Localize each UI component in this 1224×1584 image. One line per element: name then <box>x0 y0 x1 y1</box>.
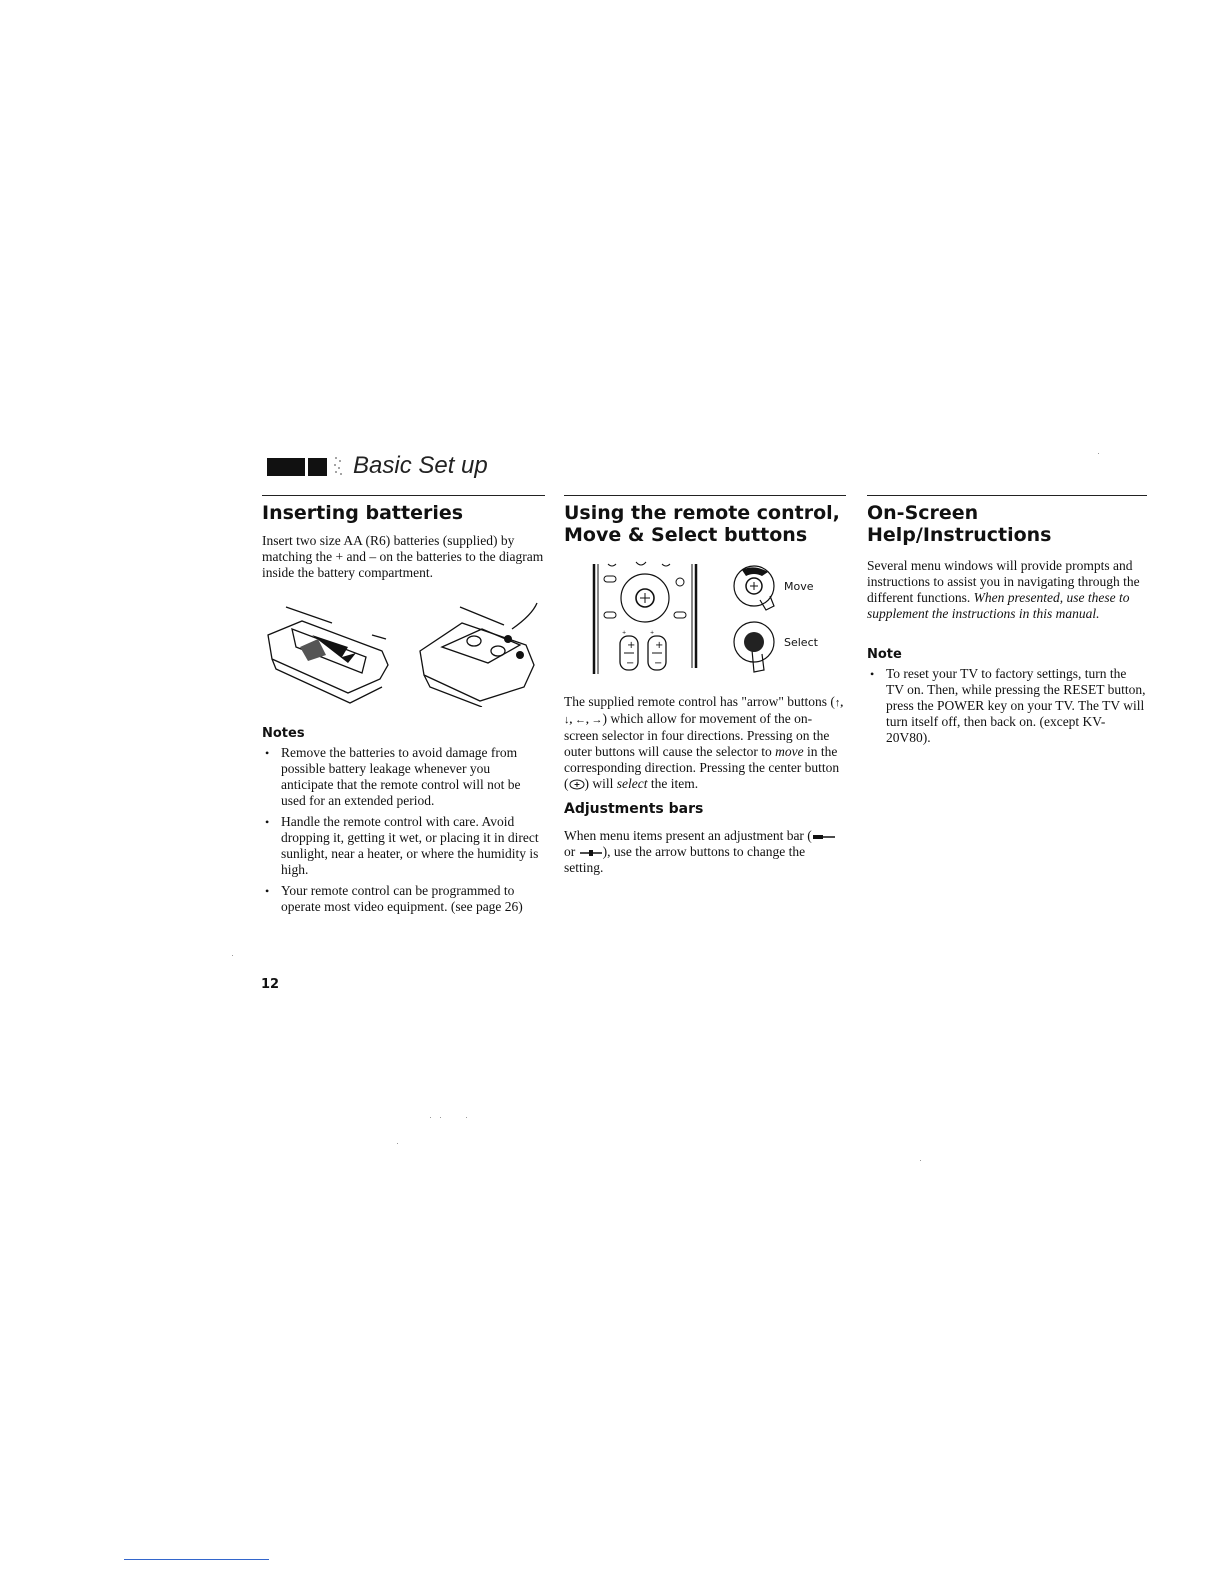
adjust-text: or <box>564 844 579 859</box>
list-item: • Handle the remote control with care. Avoid dropping it, getting it wet, or placing it in direct sunlight, near a heater, or where the humidity is high. <box>262 814 545 878</box>
note-list <box>867 666 1147 746</box>
scan-speck <box>920 1160 921 1161</box>
arrow-glyphs: ↑, ↓, ←, → <box>564 697 844 726</box>
remote-illustration <box>564 556 846 686</box>
remote-body-text: the item. <box>647 776 699 791</box>
svg-text:+: + <box>627 640 636 651</box>
battery-drawing <box>262 595 545 707</box>
notes-heading: Notes <box>262 726 305 741</box>
adjust-text: When menu items present an adjustment bar ( <box>564 828 812 843</box>
scan-speck <box>397 1143 398 1144</box>
svg-text:+: + <box>655 640 664 651</box>
onscreen-heading: On-Screen Help/Instructions <box>867 502 1052 546</box>
header-bar-icon <box>308 458 327 476</box>
adjustment-bar-icon <box>812 833 836 841</box>
center-button-icon <box>569 779 585 790</box>
remote-heading-line1: Using the remote control, <box>564 502 840 524</box>
page-number: 12 <box>261 977 280 992</box>
batteries-column <box>262 495 545 920</box>
adjustments-heading: Adjustments bars <box>564 801 704 817</box>
header-dots-icon <box>332 454 344 478</box>
select-word: select <box>616 776 648 791</box>
batteries-body: Insert two size AA (R6) batteries (supplied) by matching the + and – on the batteries to the diagram inside the battery compartment. <box>262 533 544 580</box>
move-label: Move <box>784 580 814 593</box>
onscreen-column <box>867 495 1147 751</box>
scan-speck <box>232 955 233 956</box>
list-item: • Your remote control can be programmed to operate most video equipment. (see page 26) <box>262 883 545 915</box>
remote-heading-line2: Move & Select buttons <box>564 524 808 546</box>
onscreen-body-text: Several menu windows will provide prompts and instructions to assist you in navigating through the different functions. <box>867 558 1140 605</box>
onscreen-body <box>867 558 1147 622</box>
scan-speck <box>440 1117 441 1118</box>
scan-speck <box>1098 453 1099 454</box>
battery-illustration <box>262 595 545 707</box>
onscreen-body-italic: When presented, use these to supplement the instructions in this manual. <box>867 590 1130 621</box>
scan-speck <box>466 1117 467 1118</box>
remote-body-text: ) will <box>584 776 617 791</box>
scan-speck <box>430 1117 431 1118</box>
adjustment-bar-icon <box>579 849 603 857</box>
remote-body-text: The supplied remote control has "arrow" buttons ( <box>564 694 835 709</box>
note-heading: Note <box>867 647 902 662</box>
remote-drawing <box>564 556 846 686</box>
select-label: Select <box>784 636 818 649</box>
adjustments-body <box>564 828 846 876</box>
remote-body-text: ) which allow for movement of the on-screen selector in four directions. Pressing on the outer buttons will cause the selector to <box>564 711 830 759</box>
svg-text:−: − <box>654 658 663 669</box>
svg-text:−: − <box>626 658 635 669</box>
remote-column <box>564 495 846 876</box>
list-item: • To reset your TV to factory settings, turn the TV on. Then, while pressing the RESET button, press the POWER key on your TV. The TV will turn itself off, then back on. (except KV-20V80). <box>867 666 1147 746</box>
bottom-rule <box>124 1559 269 1560</box>
remote-body-text: in the corresponding direction. Pressing the center button ( <box>564 744 840 791</box>
adjust-text: ), use the arrow buttons to change the setting. <box>564 844 806 875</box>
svg-text:+: + <box>622 630 627 636</box>
header-bar-icon <box>267 458 305 476</box>
svg-text:+: + <box>650 630 655 636</box>
notes-list <box>262 745 545 915</box>
remote-body <box>564 694 846 792</box>
section-title: Basic Set up <box>353 452 488 479</box>
batteries-heading: Inserting batteries <box>262 502 464 524</box>
list-item: • Remove the batteries to avoid damage from possible battery leakage whenever you anticipate that the remote control will not be used for an extended period. <box>262 745 545 809</box>
move-word: move <box>775 744 804 759</box>
